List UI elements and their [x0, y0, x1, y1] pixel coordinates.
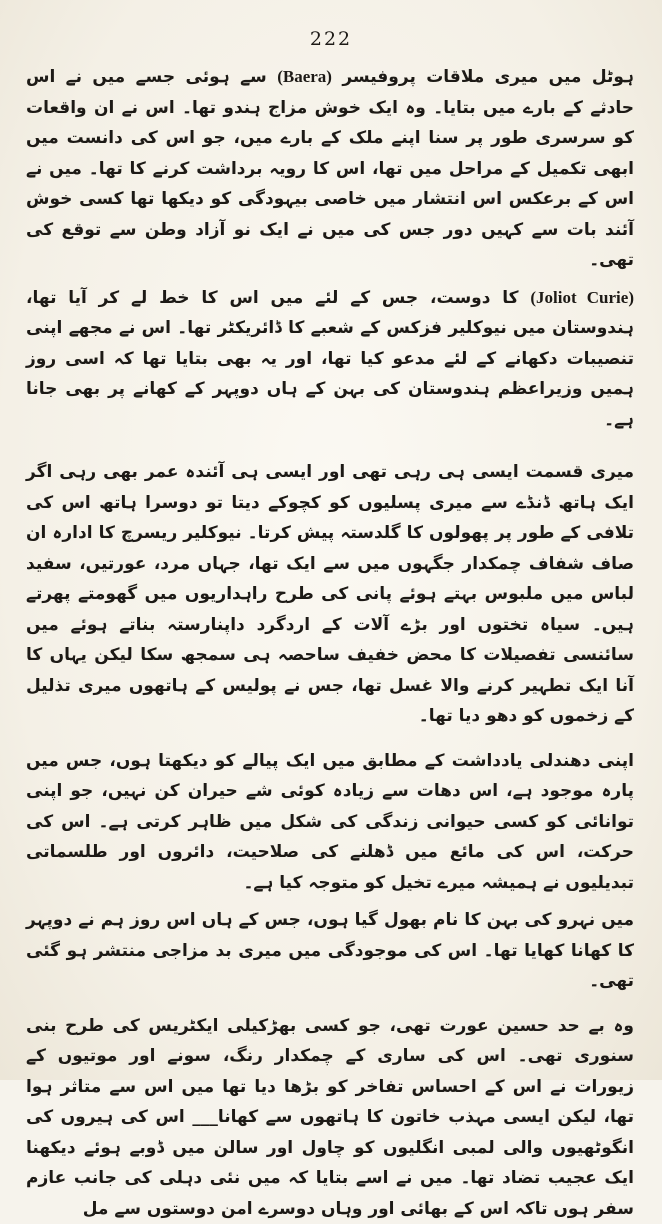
paragraph-4-text: اپنی دھندلی یادداشت کے مطابق میں ایک پیالے کو دیکھتا ہوں، جس میں پارہ موجود ہے، اس دھات سے زیادہ کوئی شے حیران کن نہیں، جو اپنی توانائی کو کسی حیوانی زندگی کی شکل میں ظاہر کرتی ہے۔ اس کی حرکت، اس کی مائع میں ڈھلنے کی صلاحیت، دائروں اور طلسماتی تبدیلیوں نے ہمیشہ میرے تخیل کو متوجہ کیا ہے۔ [26, 751, 634, 893]
paragraph-1-latin-name: (Baera) [277, 67, 332, 86]
paragraph-5-text: میں نہرو کی بہن کا نام بھول گیا ہوں، جس کے ہاں اس روز ہم نے دوپہر کا کھانا کھایا تھا۔ اس کی موجودگی میں میری بد مزاجی منتشر ہو گئی تھی۔ [26, 910, 634, 991]
page-number: 222 [0, 28, 662, 50]
paragraph-2-text: کا دوست، جس کے لئے میں اس کا خط لے کر آیا تھا، ہندوستان میں نیوکلیر فزکس کے شعبے کا ڈائریکٹر تھا۔ اس نے مجھے اپنی تنصیبات دکھانے کے لئے مدعو کیا تھا، اور یہ بھی بتایا تھا کہ اسی روز ہمیں وزیراعظم ہندوستان کی بہن کے ہاں دوپہر کے کھانے پر بھی جانا ہے۔ [26, 288, 634, 430]
paragraph-4 [26, 746, 634, 899]
paragraph-3 [26, 457, 634, 732]
paragraph-1 [26, 62, 634, 276]
paragraph-3-text: میری قسمت ایسی ہی رہی تھی اور ایسی ہی آئندہ عمر بھی رہی اگر ایک ہاتھ ڈنڈے سے میری پسلیوں کو کچوکے دیتا تو دوسرا ہاتھ اس کی تلافی کے طور پر پھولوں کا گلدستہ پیش کرتا۔ نیوکلیر ریسرچ کا ادارہ ان صاف شفاف چمکدار جگہوں میں سے ایک تھا، جہاں مرد، عورتیں، سفید لباس میں ملبوس بہتے ہوئے پانی کی طرح راہداریوں میں گھومتے پھرتے ہیں۔ سیاہ تختوں اور بڑے آلات کے اردگرد داپنارستہ بناتے ہوئے میں سائنسی تفصیلات کا محض خفیف ساحصہ ہی سمجھ سکا لیکن یہاں کا آنا ایک تطہیر کرنے والا غسل تھا، جس نے پولیس کے ہاتھوں میری تذلیل کے زخموں کو دھو دیا تھا۔ [26, 462, 634, 726]
body-text [26, 62, 634, 1224]
paragraph-2-latin-name: (Joliot Curie) [530, 288, 634, 307]
paragraph-6 [26, 1011, 634, 1224]
paragraph-6-text: وہ بے حد حسین عورت تھی، جو کسی بھڑکیلی ایکٹریس کی طرح بنی سنوری تھی۔ اس کی ساری کے چمکدار رنگ، سونے اور موتیوں کے زیورات نے اس کے احساس تفاخر کو بڑھا دیا تھا میں اس سے متاثر ہوا تھا، لیکن ایسی مہذب خاتون کا ہاتھوں سے کھانا___ اس کی ہیروں کی انگوٹھیوں والی لمبی انگلیوں کو چاول اور سالن میں ڈوبے ہوئے دیکھنا ایک عجیب تضاد تھا۔ میں نے اسے بتایا کہ میں نئی دہلی کی جانب عازم سفر ہوں تاکہ اس کے بھائی اور وہاں دوسرے امن دوستوں سے مل [26, 1016, 634, 1219]
paragraph-1-text-start: ہوٹل میں میری ملاقات پروفیسر [332, 67, 634, 87]
paragraph-2 [26, 283, 634, 436]
paragraph-1-text-end: سے ہوئی جسے میں نے اس حادثے کے بارے میں بتایا۔ وہ ایک خوش مزاج ہندو تھا۔ اس نے ان واقعات کو سرسری طور پر سنا اپنے ملک کے بارے میں، جو اس کی دانست میں ابھی تکمیل کے مراحل میں تھا، اس کا رویہ برداشت کرنے کا تھا۔ میں نے اس کے برعکس اس انتشار میں خاصی بیہودگی کو دیکھا تھا کسی خوش آئند بات سے کہیں دور جس کی میں نے ایک نو آزاد وطن سے توقع کی تھی۔ [26, 67, 634, 270]
paragraph-5 [26, 905, 634, 997]
